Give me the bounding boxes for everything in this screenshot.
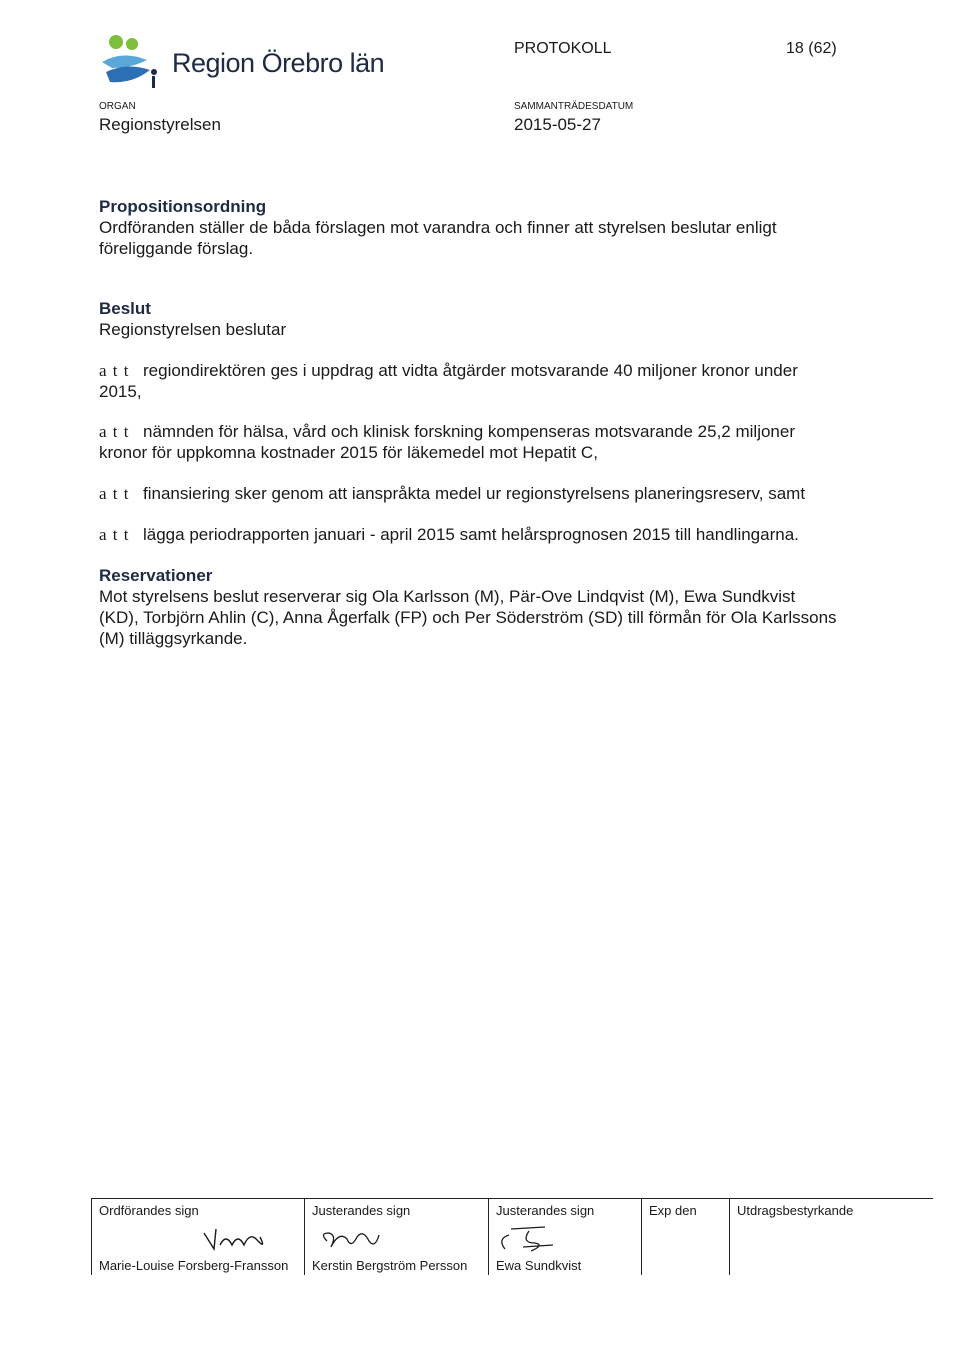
region-logo (92, 32, 392, 92)
date-label: SAMMANTRÄDESDATUM (514, 101, 634, 112)
page-number: 18 (62) (786, 40, 837, 57)
signature-cell (92, 1199, 305, 1276)
signature-cell (489, 1199, 642, 1276)
clause-text: nämnden för hälsa, vård och klinisk forskning kompenseras motsvarande 25,2 miljoner kronor för uppkomna kostnader 2015 för läkemedel mot Hepatit C, (99, 422, 795, 462)
brand-name: Region Örebro län (172, 48, 385, 78)
signature-label: Justerandes sign (496, 1203, 595, 1218)
document-type: PROTOKOLL (514, 40, 612, 57)
signature-name: Marie-Louise Forsberg-Fransson (99, 1258, 289, 1273)
clause-text: regiondirektören ges i uppdrag att vidta åtgärder motsvarande 40 miljoner kronor under 2015, (99, 361, 798, 401)
propositionsordning-heading: Propositionsordning (99, 197, 267, 216)
date-value: 2015-05-27 (514, 115, 601, 134)
handwritten-signature-icon (495, 1223, 565, 1257)
region-emblem-icon (92, 32, 162, 92)
signature-cell (642, 1199, 730, 1276)
propositionsordning-section (99, 196, 839, 259)
beslut-clause (99, 524, 839, 545)
propositionsordning-text: Ordföranden ställer de båda förslagen mot varandra och finner att styrelsen beslutar enligt föreliggande förslag. (99, 218, 777, 258)
signature-name: Ewa Sundkvist (496, 1258, 582, 1273)
reservationer-section (99, 565, 839, 649)
signature-label: Exp den (649, 1203, 697, 1218)
signature-label: Justerandes sign (312, 1203, 411, 1218)
signature-cell (730, 1199, 934, 1276)
organ-label: ORGAN (99, 101, 136, 112)
reservationer-heading: Reservationer (99, 566, 213, 585)
att-marker: a t t (99, 525, 130, 544)
clause-text: finansiering sker genom att ianspråkta medel ur regionstyrelsens planeringsreserv, samt (143, 484, 806, 503)
handwritten-signature-icon (202, 1225, 282, 1255)
signature-cell (305, 1199, 489, 1276)
signature-label: Ordförandes sign (99, 1203, 199, 1218)
beslut-clause (99, 421, 839, 463)
att-marker: a t t (99, 484, 130, 503)
beslut-section (99, 298, 839, 340)
att-marker: a t t (99, 361, 130, 380)
handwritten-signature-icon (317, 1227, 397, 1255)
signature-name: Kerstin Bergström Persson (312, 1258, 468, 1273)
organ-value: Regionstyrelsen (99, 115, 221, 134)
att-marker: a t t (99, 422, 130, 441)
beslut-clause (99, 483, 839, 504)
beslut-intro: Regionstyrelsen beslutar (99, 320, 287, 339)
beslut-heading: Beslut (99, 299, 151, 318)
signature-table (91, 1198, 933, 1275)
clause-text: lägga periodrapporten januari - april 2015 samt helårsprognosen 2015 till handlingarna. (143, 525, 799, 544)
beslut-clause (99, 360, 839, 402)
reservationer-text: Mot styrelsens beslut reserverar sig Ola Karlsson (M), Pär-Ove Lindqvist (M), Ewa Sundkvist (KD), Torbjörn Ahlin (C), Anna Ågerfalk (FP) och Per Söderström (SD) till förmån för Ola Karlssons (M) tilläggsyrkande. (99, 587, 837, 648)
signature-label: Utdragsbestyrkande (737, 1203, 854, 1218)
